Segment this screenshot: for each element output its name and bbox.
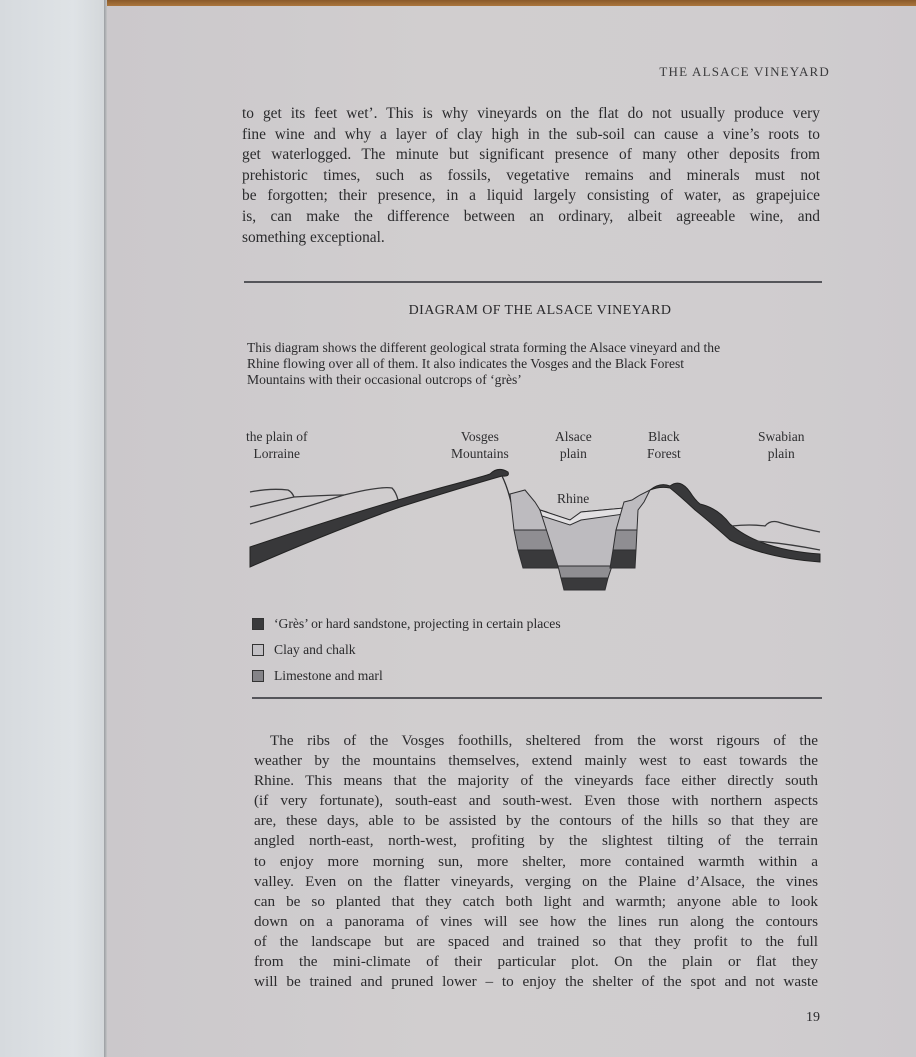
legend-label: Clay and chalk xyxy=(274,642,356,657)
legend-item-limestone-marl xyxy=(252,663,561,689)
swatch-gres-icon xyxy=(252,618,264,630)
label-swabian-plain xyxy=(758,428,805,462)
text-line: angled north-east, north-west, profiting by the slightest tilting of the terrain xyxy=(254,832,818,850)
legend-item-clay-chalk xyxy=(252,637,561,663)
left-page xyxy=(0,0,105,1057)
text-line: something exceptional. xyxy=(242,228,385,246)
label-line: plain xyxy=(767,446,795,461)
legend-item-gres xyxy=(252,611,561,637)
caption-line: Rhine flowing over all of them. It also indicates the Vosges and the Black Forest xyxy=(247,356,685,371)
caption-line: Mountains with their occasional outcrops of ‘grès’ xyxy=(247,372,522,387)
label-line: Alsace xyxy=(555,429,592,444)
section-divider-bottom xyxy=(252,697,822,699)
label-rhine: Rhine xyxy=(557,491,590,506)
label-line: Black xyxy=(648,429,680,444)
lorraine-plain-lines xyxy=(250,488,398,524)
running-head: THE ALSACE VINEYARD xyxy=(659,64,830,79)
vosges-gres-band xyxy=(250,469,508,567)
text-line: down on a panorama of vines will see how the lines run along the contours xyxy=(254,912,818,930)
label-line: Vosges xyxy=(460,429,499,444)
legend-label: ‘Grès’ or hard sandstone, projecting in certain places xyxy=(274,616,561,631)
text-line: Rhine. This means that the majority of the vineyards face either directly south xyxy=(254,772,818,790)
diagram-legend xyxy=(252,611,561,689)
text-line: weather by the mountains themselves, extend mainly west to east towards the xyxy=(254,752,818,770)
text-line: fine wine and why a layer of clay high in the sub-soil can cause a vine’s roots to xyxy=(242,125,820,143)
label-alsace-plain xyxy=(555,428,592,462)
section-divider-top xyxy=(244,281,822,283)
text-line: to enjoy more morning sun, more shelter, more contained warmth within a xyxy=(254,852,818,870)
paragraph-2 xyxy=(254,731,818,992)
text-line: get waterlogged. The minute but significant presence of many other deposits from xyxy=(242,146,820,164)
black-forest-gres-band xyxy=(650,483,820,562)
label-line: Forest xyxy=(647,446,681,461)
text-line: to get its feet wet’. This is why vineyards on the flat do not usually produce very xyxy=(242,105,820,122)
text-line: of the landscape but are spaced and trained so that they profit to the full xyxy=(254,932,818,950)
caption-line: This diagram shows the different geological strata forming the Alsace vineyard and the xyxy=(247,340,721,355)
text-line: be forgotten; their presence, in a liquid largely consisting of water, as grapejuice xyxy=(242,187,820,205)
diagram-title: DIAGRAM OF THE ALSACE VINEYARD xyxy=(408,303,672,318)
label-line: plain xyxy=(559,446,587,461)
label-plain-of-lorraine xyxy=(246,428,307,462)
swatch-limestone-icon xyxy=(252,670,264,682)
text-line: The ribs of the Vosges foothills, sheltered from the worst rigours of the xyxy=(270,732,818,749)
text-line: are, these days, able to be assisted by the contours of the hills so that they are xyxy=(254,812,818,830)
page-number: 19 xyxy=(806,1010,820,1025)
diagram-caption xyxy=(247,340,827,388)
center-graben-block xyxy=(540,508,624,590)
paragraph-1 xyxy=(242,104,820,248)
label-line: Swabian xyxy=(758,429,805,444)
label-line: Mountains xyxy=(451,446,509,461)
label-vosges-mountains xyxy=(451,428,509,462)
geological-cross-section xyxy=(240,462,830,592)
text-line: valley. Even on the flatter vineyards, verging on the Plaine d’Alsace, the vines xyxy=(254,872,818,890)
label-line: Lorraine xyxy=(253,446,300,461)
legend-label: Limestone and marl xyxy=(274,668,383,683)
text-line: (if very fortunate), south-east and south-west. Even those with northern aspects xyxy=(254,792,818,810)
label-black-forest xyxy=(647,428,681,462)
text-line: from the mini-climate of their particular plot. On the plain or flat they xyxy=(254,953,818,971)
text-line: can be so planted that they catch both light and warmth; anyone able to look xyxy=(254,892,818,910)
swatch-clay-icon xyxy=(252,644,264,656)
text-line: is, can make the difference between an ordinary, albeit agreeable wine, and xyxy=(242,207,820,225)
text-line: will be trained and pruned lower – to enjoy the shelter of the spot and not waste xyxy=(254,973,818,991)
label-line: the plain of xyxy=(246,429,308,444)
text-line: prehistoric times, such as fossils, vegetative remains and minerals must not xyxy=(242,166,820,184)
right-fault-block xyxy=(610,490,650,568)
